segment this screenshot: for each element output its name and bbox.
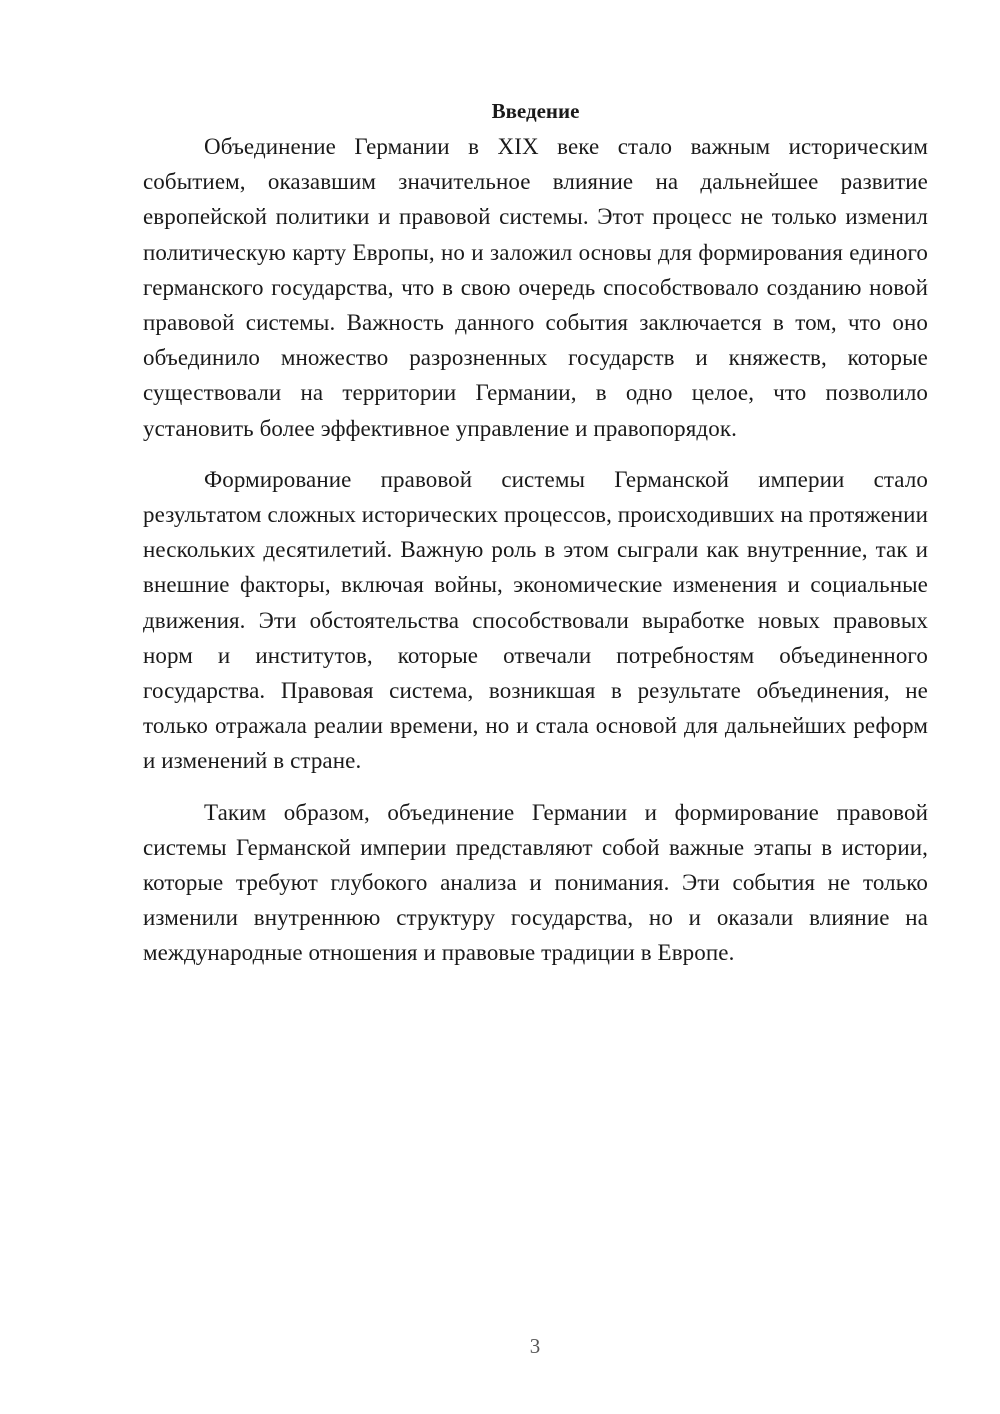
page-content [143,95,928,987]
paragraph-3: Таким образом, объединение Германии и формирование правовой системы Германской империи представляют собой важные этапы в истории, которые требуют глубокого анализа и понимания. Эти события не только изменили внутреннюю структуру государства, но и оказали влияние на международные отношения и правовые традиции в Европе. [143,799,928,966]
paragraph-2: Формирование правовой системы Германской империи стало результатом сложных исторических процессов, происходивших на протяжении нескольких десятилетий. Важную роль в этом сыграли как внутренние, так и внешние факторы, включая войны, экономические изменения и социальные движения. Эти обстоятельства способствовали выработке новых правовых норм и институтов, которые отвечали потребностям объединенного государства. Правовая система, возникшая в результате объединения, не только отражала реалии времени, но и стала основой для дальнейших реформ и изменений в стране. [143,466,928,774]
page-number: 3 [529,1334,541,1358]
paragraph-1: Объединение Германии в XIX веке стало важным историческим событием, оказавшим значительное влияние на дальнейшее развитие европейской политики и правовой системы. Этот процесс не только изменил политическую карту Европы, но и заложил основы для формирования единого германского государства, что в свою очередь способствовало созданию новой правовой системы. Важность данного события заключается в том, что оно объединило множество разрозненных государств и княжеств, которые существовали на территории Германии, в одно целое, что позволило установить более эффективное управление и правопорядок. [143,134,928,441]
section-title: Введение [491,99,580,123]
